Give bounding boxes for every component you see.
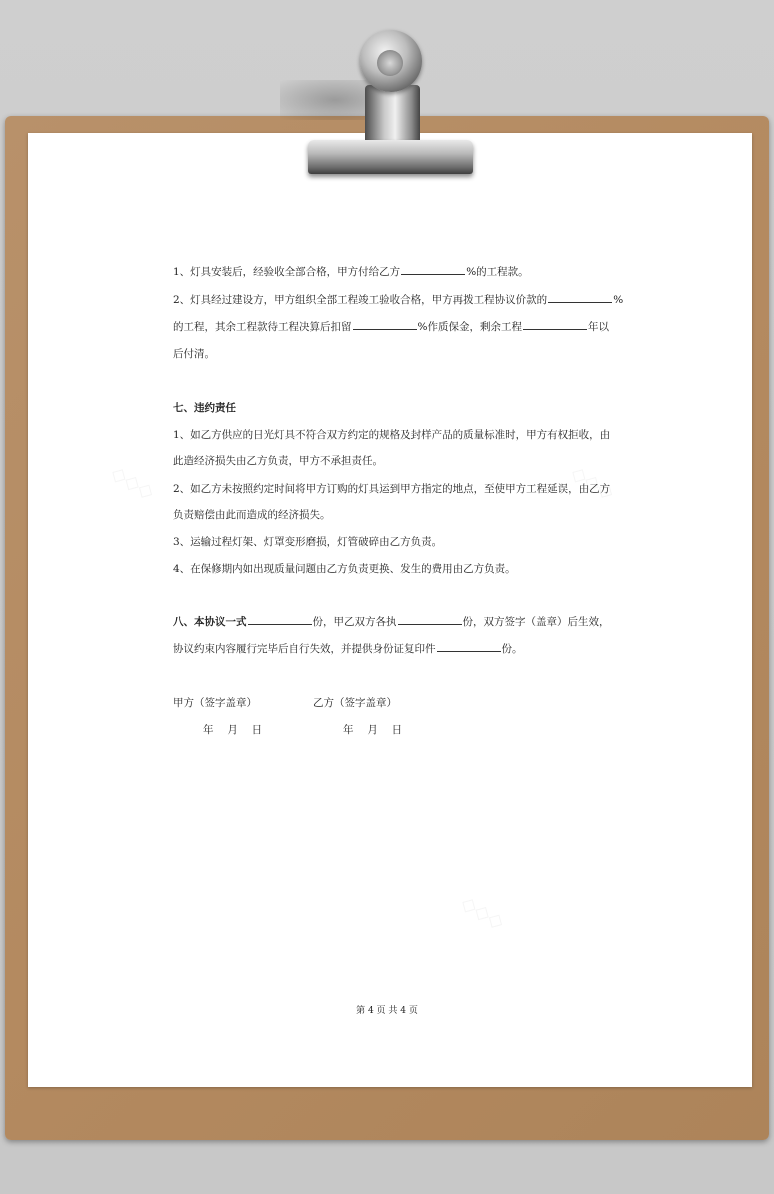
blank-field xyxy=(437,641,501,652)
binder-clip-bar-icon xyxy=(308,140,473,174)
binder-clip-icon xyxy=(365,85,420,145)
section-7-line: 此造经济损失由乙方负责，甲方不承担责任。 xyxy=(173,455,383,467)
blank-field xyxy=(248,614,312,625)
page-footer: 第 4 页 共 4 页 xyxy=(356,1006,418,1016)
section-7-title: 七、违约责任 xyxy=(173,402,236,414)
blank-field xyxy=(401,264,465,275)
party-b-date: 年 月 日 xyxy=(343,724,403,736)
party-b-signature: 乙方（签字盖章） xyxy=(313,697,397,709)
section-7-line: 4、在保修期内如出现质量问题由乙方负责更换、发生的费用由乙方负责。 xyxy=(173,563,516,575)
section-8-line-1: 八、本协议一式 份，甲乙双方各执 份，双方签字（盖章）后生效， xyxy=(173,616,610,628)
blank-field xyxy=(548,292,612,303)
party-a-date: 年 月 日 xyxy=(203,724,263,736)
blank-field xyxy=(398,614,462,625)
section-7-line: 2、如乙方未按照约定时间将甲方订购的灯具运到甲方指定的地点，至使甲方工程延误，由乙方 xyxy=(173,483,611,495)
section-7-line: 1、如乙方供应的日光灯具不符合双方约定的规格及封样产品的质量标准时，甲方有权拒收，由 xyxy=(173,429,611,441)
party-a-signature: 甲方（签字盖章） xyxy=(173,697,257,709)
section-7-line: 3、运输过程灯架、灯罩变形磨损，灯管破碎由乙方负责。 xyxy=(173,536,443,548)
blank-field xyxy=(523,319,587,330)
blank-field xyxy=(353,319,417,330)
section-7-line: 负责赔偿由此而造成的经济损失。 xyxy=(173,509,331,521)
section-8-line-2: 协议约束内容履行完毕后自行失效，并提供身份证复印件 份。 xyxy=(173,643,523,655)
binder-clip-hole-icon xyxy=(377,50,403,76)
payment-line-1: 1、灯具安装后，经验收全部合格，甲方付给乙方 %的工程款。 xyxy=(173,266,529,278)
payment-line-4: 后付清。 xyxy=(173,348,215,360)
payment-line-2: 2、灯具经过建设方，甲方组织全部工程竣工验收合格，甲方再拨工程协议价款的 % xyxy=(173,294,624,306)
payment-line-3: 的工程，其余工程款待工程决算后扣留 %作质保金，剩余工程 年以 xyxy=(173,321,609,333)
